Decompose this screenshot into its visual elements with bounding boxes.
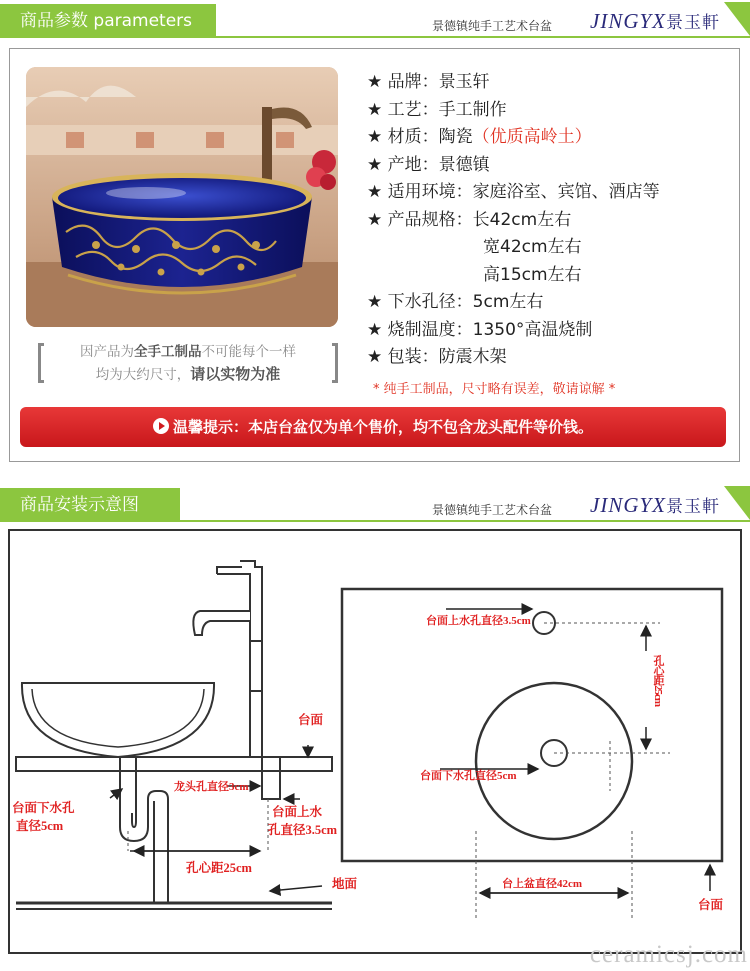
label-drain-left-2: 直径5cm xyxy=(16,819,64,833)
section-title: 商品安装示意图 xyxy=(0,488,180,522)
diagram-drawing xyxy=(10,531,740,952)
spec-size-width: 宽42cm左右 xyxy=(483,237,582,257)
label-faucet-hole: 龙头孔直径3cm xyxy=(174,781,249,793)
brand-tagline: 景德镇纯手工艺术台盆 xyxy=(432,503,553,517)
installation-diagram xyxy=(8,529,742,954)
disclaimer: * 纯手工制品，尺寸略有误差，敬请谅解 * xyxy=(373,381,616,397)
brand-logo: JINGYX景玉軒 xyxy=(590,9,720,33)
spec-origin: ★ 产地：景德镇 xyxy=(367,154,490,175)
header-rule xyxy=(180,520,750,522)
spec-craft: ★ 工艺：手工制作 xyxy=(367,99,507,120)
brand-logo: JINGYX景玉軒 xyxy=(590,493,720,517)
header-corner xyxy=(724,486,750,520)
watermark: ceramicsj.com xyxy=(589,941,748,968)
basin-illustration xyxy=(26,67,338,327)
spec-firing: ★ 烧制温度：1350°高温烧制 xyxy=(367,319,593,340)
play-icon xyxy=(153,418,169,434)
label-center-distance-vertical: 孔心距25cm xyxy=(652,655,664,707)
bracket-right xyxy=(332,343,338,383)
note-text: 因产品为全手工制品不可能每个一样 均为大约尺寸，请以实物为准 xyxy=(80,344,296,383)
bracket-left xyxy=(38,343,44,383)
label-top-supply-hole: 台面上水孔直径3.5cm xyxy=(426,615,531,627)
header-rule xyxy=(216,36,750,38)
section-header-install xyxy=(0,484,750,524)
brand-tagline: 景德镇纯手工艺术台盆 xyxy=(432,19,553,33)
label-counter-bottom: 台面 xyxy=(698,898,724,912)
header-corner xyxy=(724,2,750,36)
spec-drain: ★ 下水孔径：5cm左右 xyxy=(367,292,544,312)
spec-material: ★ 材质：陶瓷（优质高岭土） xyxy=(367,127,592,147)
section-header-parameters xyxy=(0,0,750,40)
label-top-drain-hole: 台面下水孔直径5cm xyxy=(420,770,517,782)
label-drain-left-1: 台面下水孔 xyxy=(12,801,75,815)
spec-size-length: ★ 产品规格：长42cm左右 xyxy=(367,209,572,230)
spec-brand: ★ 品牌：景玉轩 xyxy=(367,72,490,92)
spec-size-height: 高15cm左右 xyxy=(483,264,582,285)
spec-usage: ★ 适用环境：家庭浴室、宾馆、酒店等 xyxy=(367,182,660,202)
label-center-distance: 孔心距25cm xyxy=(186,861,252,875)
label-basin-diameter: 台上盆直径42cm xyxy=(502,878,583,890)
handmade-note xyxy=(38,341,338,387)
label-supply-2: 孔直径3.5cm xyxy=(268,823,338,837)
label-counter-top: 台面 xyxy=(298,713,324,727)
label-supply-1: 台面上水 xyxy=(272,805,323,819)
spec-packing: ★ 包装：防震木架 xyxy=(367,347,507,367)
parameters-panel xyxy=(9,48,740,462)
label-floor: 地面 xyxy=(332,877,358,891)
product-photo xyxy=(26,67,338,327)
section-title: 商品参数 parameters xyxy=(0,4,216,38)
spec-list xyxy=(367,69,737,397)
notice-banner: 温馨提示：本店台盆仅为单个售价，均不包含龙头配件等价钱。 xyxy=(20,407,726,447)
